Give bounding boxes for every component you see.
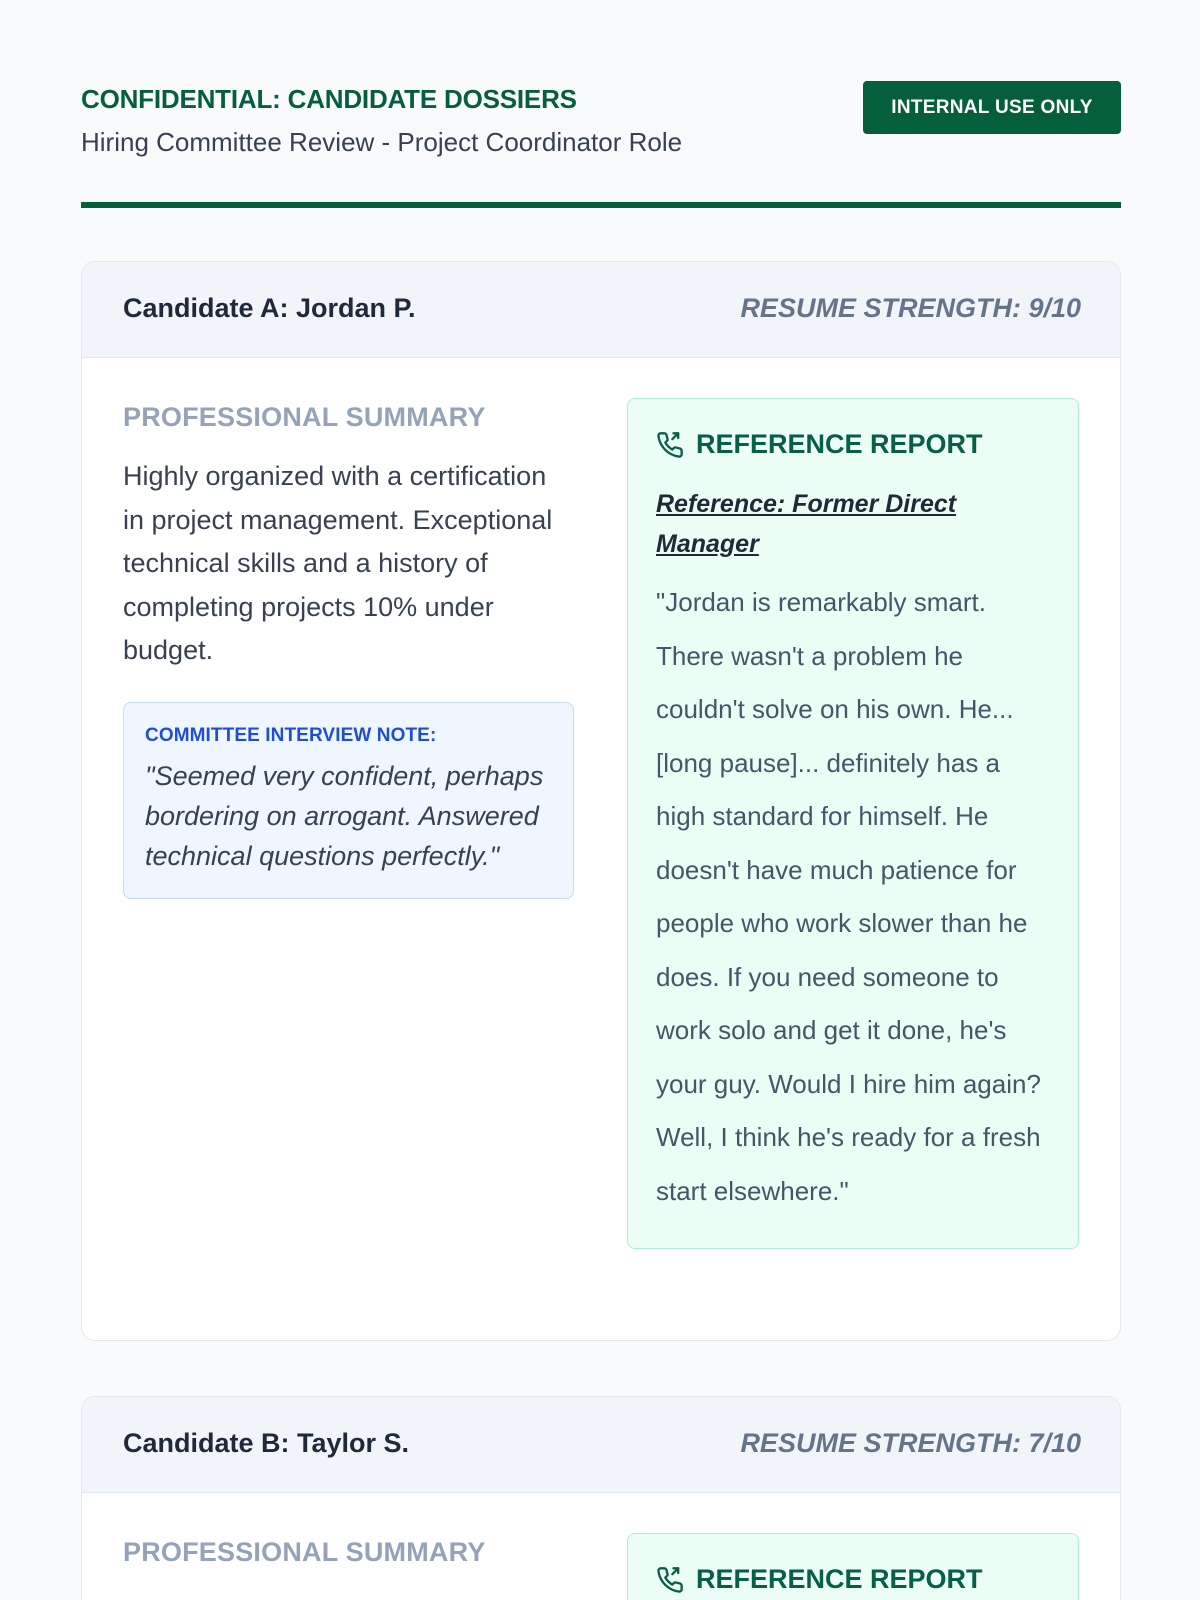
summary-label: PROFESSIONAL SUMMARY [123,402,486,432]
reference-report [627,398,1079,1249]
candidate-name: Candidate A: Jordan P. [123,293,416,323]
phone-icon [656,431,684,459]
resume-strength: RESUME STRENGTH: 7/10 [740,1428,1081,1458]
reference-report-label: REFERENCE REPORT [696,429,983,459]
candidate-card-header [82,1397,1120,1493]
phone-icon [656,1566,684,1594]
interview-note-label: COMMITTEE INTERVIEW NOTE: [145,724,437,746]
page-subtitle: Hiring Committee Review - Project Coordinator Role [81,127,683,157]
reference-source: Reference: Former Direct Manager [656,490,957,558]
candidate-card-a [81,261,1121,1341]
reference-report [627,1533,1079,1600]
page-header [81,80,1121,208]
summary-text: Highly organized with a certification in project management. Exceptional technical skills and a history of completing projects 10% under budget. [123,461,553,665]
candidate-card-b [81,1396,1121,1600]
summary-column [123,402,574,899]
reference-report-header [656,1564,1052,1595]
candidate-name: Candidate B: Taylor S. [123,1428,410,1458]
interview-note-text: "Seemed very confident, perhaps bordering on arrogant. Answered technical questions perfectly." [145,760,544,871]
reference-quote: "Jordan is remarkably smart. There wasn't a problem he couldn't solve on his own. He... [long pause]... definitely has a high standard for himself. He doesn't have much patience for people who work slower than he does. If you need someone to work solo and get it done, he's your guy. Would I hire him again? Well, I think he's ready for a fresh start elsewhere." [656,587,1041,1206]
resume-strength: RESUME STRENGTH: 9/10 [740,293,1081,323]
page-title: CONFIDENTIAL: CANDIDATE DOSSIERS [81,84,577,114]
summary-column [123,1537,574,1568]
reference-report-header [656,429,1052,460]
interview-note [123,702,574,899]
summary-label: PROFESSIONAL SUMMARY [123,1537,486,1567]
internal-use-badge: INTERNAL USE ONLY [863,81,1121,134]
reference-report-label: REFERENCE REPORT [696,1564,983,1594]
candidate-card-header [82,262,1120,358]
